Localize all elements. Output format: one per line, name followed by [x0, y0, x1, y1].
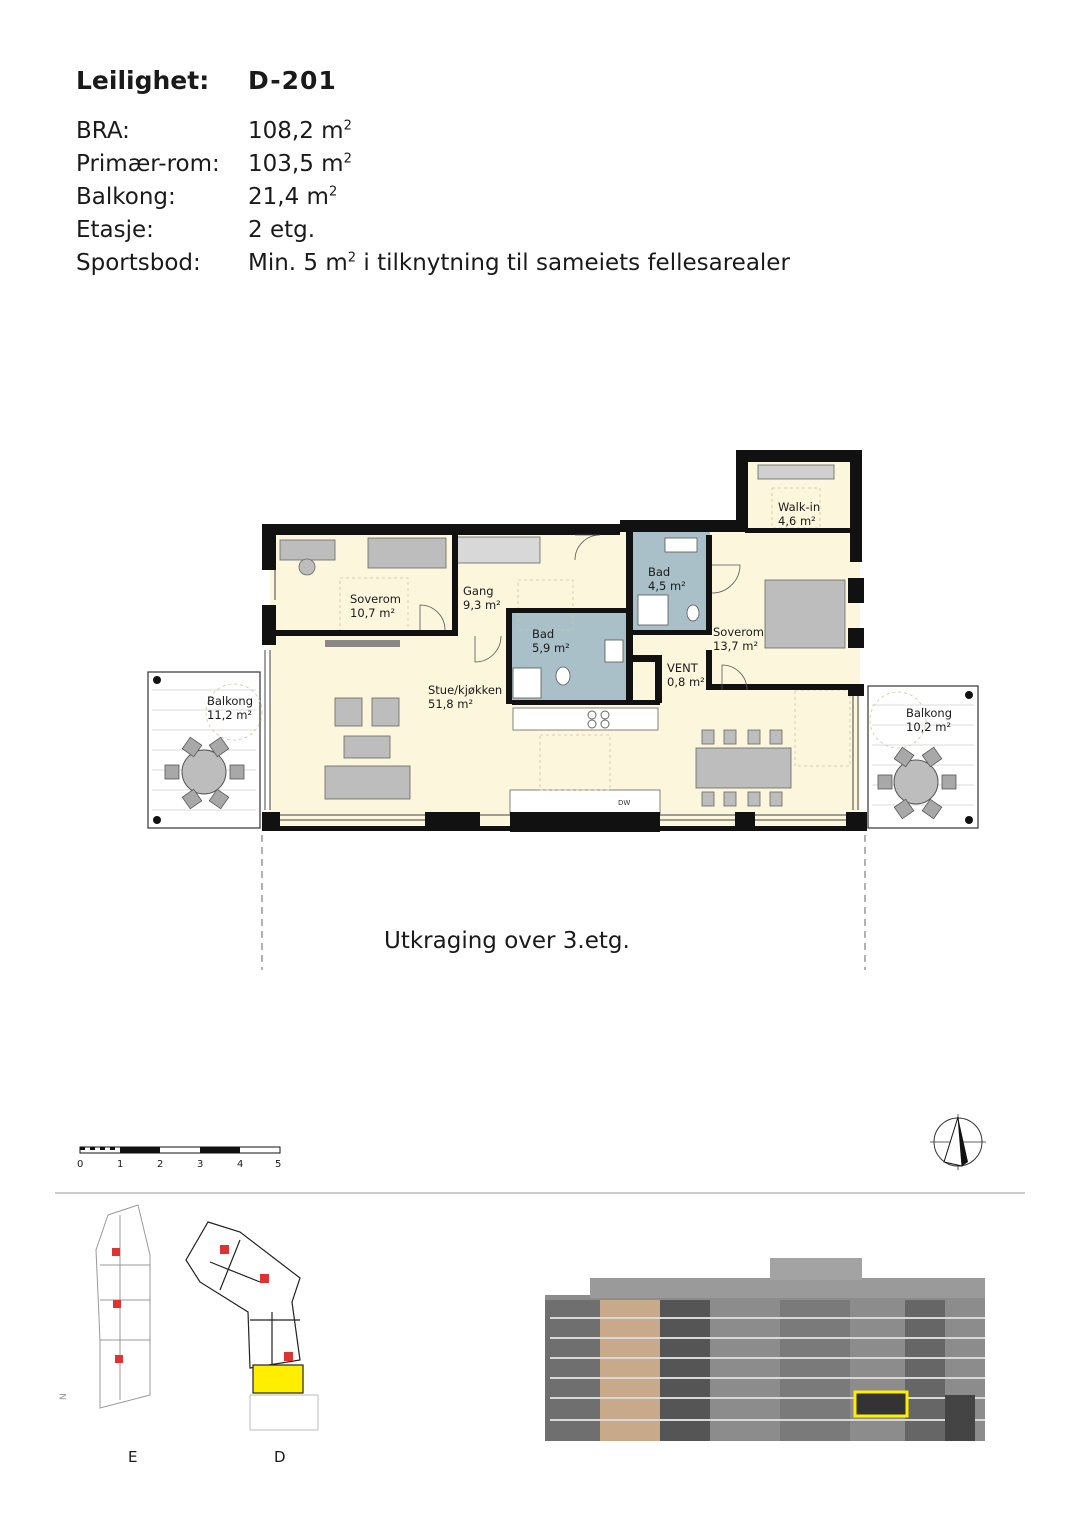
bra-label: BRA: — [76, 118, 130, 144]
table-east — [894, 760, 938, 804]
facade-elevation — [545, 1258, 985, 1441]
label-soverom-2: Soverom — [713, 625, 764, 639]
area-bad-2: 4,5 m² — [648, 579, 686, 593]
balkong-value: 21,4 $m^2$ — [248, 184, 338, 210]
scale-tick: 1 — [117, 1159, 124, 1170]
etasje-value: 2 etg. — [248, 217, 316, 243]
area-walkin: 4,6 m² — [778, 514, 816, 528]
north-arrow-icon — [930, 1114, 986, 1170]
label-bad-2: Bad — [648, 565, 671, 579]
highlighted-unit — [253, 1365, 303, 1393]
kitchen-island — [513, 708, 658, 730]
sportsbod-value: Min. 5 $m^2$ i tilknytning til sameiets fellesarealer — [248, 250, 790, 276]
label-stue: Stue/kjøkken — [428, 683, 503, 697]
area-soverom-1: 10,7 m² — [350, 606, 396, 620]
kitchen-counter — [510, 790, 660, 814]
area-balkong-west: 11,2 m² — [207, 708, 253, 722]
label-walkin: Walk-in — [778, 500, 821, 514]
label-balkong-east: Balkong — [906, 706, 953, 720]
key-plan-building-e — [96, 1205, 150, 1408]
apartment-id: D-201 — [248, 66, 337, 95]
area-bad-1: 5,9 m² — [532, 641, 570, 655]
label-balkong-west: Balkong — [207, 694, 254, 708]
area-soverom-2: 13,7 m² — [713, 639, 759, 653]
area-stue: 51,8 m² — [428, 697, 474, 711]
primaer-label: Primær-rom: — [76, 151, 220, 177]
label-soverom-1: Soverom — [350, 592, 401, 606]
label-vent: VENT — [667, 661, 698, 675]
area-vent: 0,8 m² — [667, 675, 705, 689]
bra-value: 108,2 $m^2$ — [248, 118, 352, 144]
apartment-label: Leilighet: — [76, 66, 210, 95]
scale-tick: 4 — [237, 1159, 244, 1170]
key-label-building-d: D — [274, 1448, 286, 1466]
scale-bar — [77, 1147, 281, 1170]
scale-tick: 2 — [157, 1159, 164, 1170]
area-gang: 9,3 m² — [463, 598, 501, 612]
etasje-label: Etasje: — [76, 217, 154, 243]
cantilever-note: Utkraging over 3.etg. — [384, 928, 630, 954]
north-mark-small-icon: N — [59, 1393, 69, 1400]
key-plan-building-d — [186, 1222, 300, 1368]
label-bad-1: Bad — [532, 627, 555, 641]
label-dishwasher: DW — [618, 799, 631, 807]
scale-tick: 3 — [197, 1159, 204, 1170]
primaer-value: 103,5 $m^2$ — [248, 151, 352, 177]
sportsbod-label: Sportsbod: — [76, 250, 201, 276]
table-west — [182, 750, 226, 794]
scale-tick: 0 — [77, 1159, 84, 1170]
area-balkong-east: 10,2 m² — [906, 720, 952, 734]
balkong-label: Balkong: — [76, 184, 176, 210]
scale-tick: 5 — [275, 1159, 282, 1170]
label-gang: Gang — [463, 584, 494, 598]
key-label-building-e: E — [128, 1448, 138, 1466]
